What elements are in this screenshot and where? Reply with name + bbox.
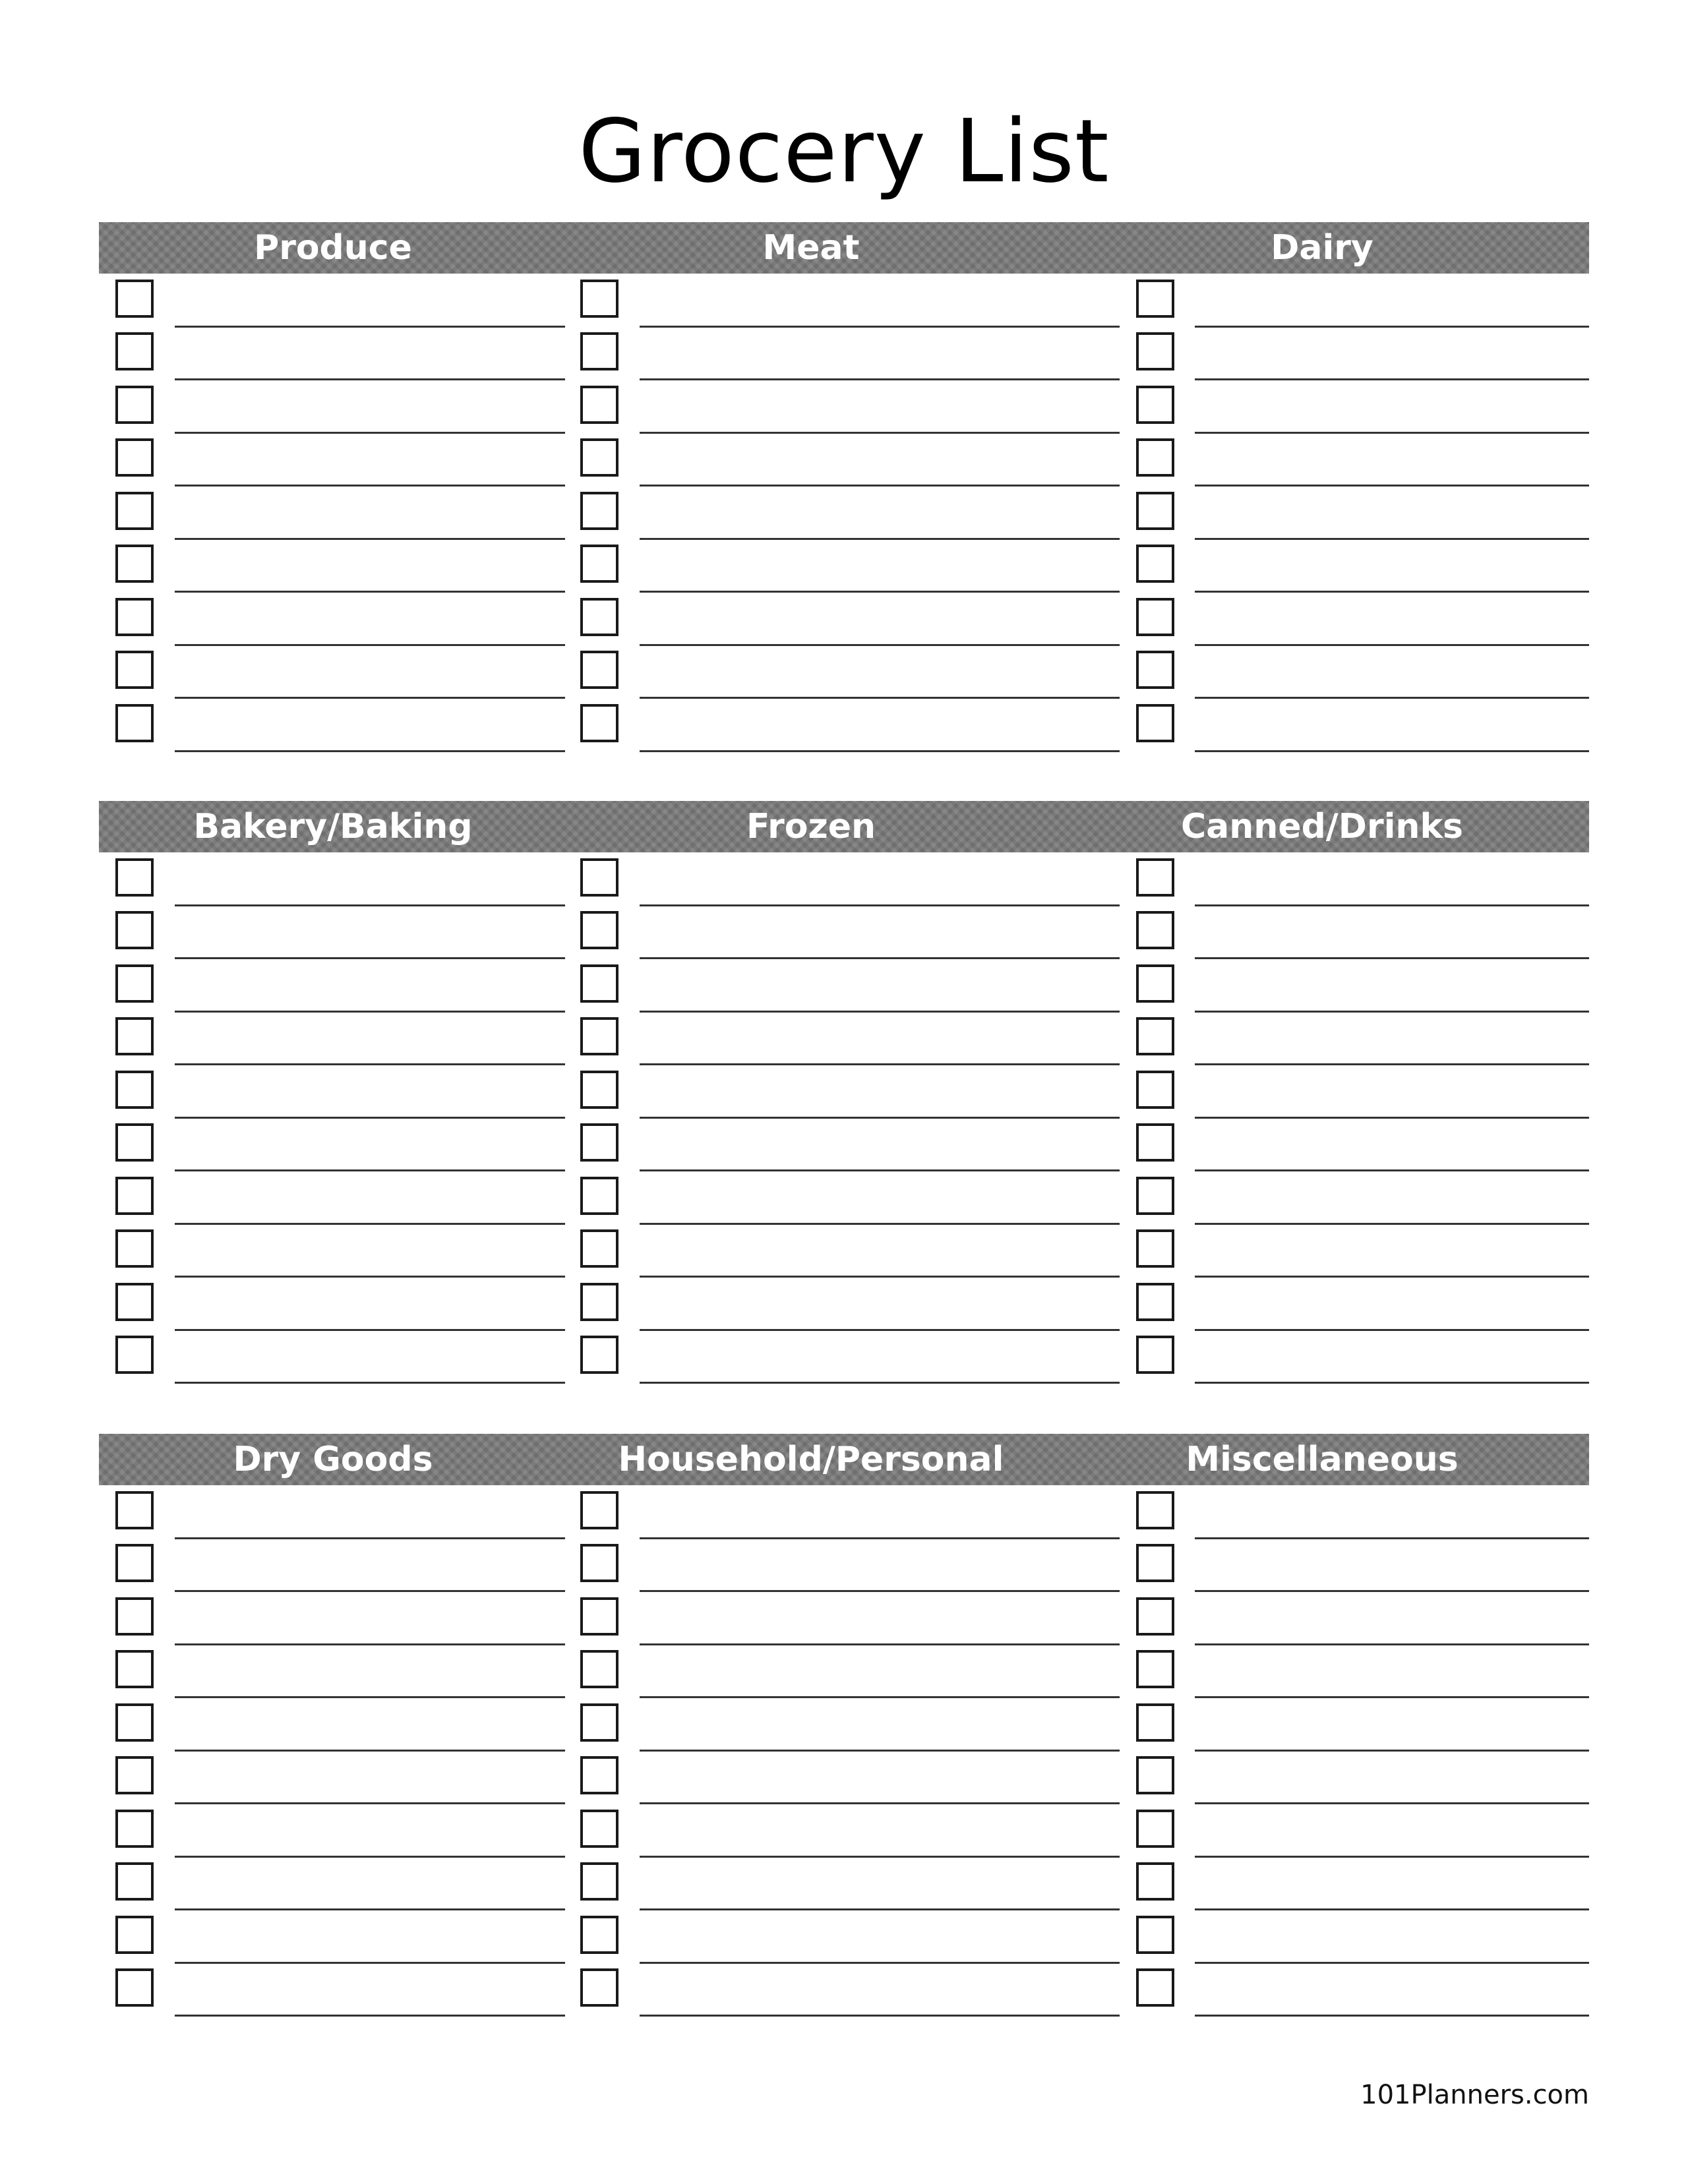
checkbox[interactable]	[1136, 1544, 1174, 1582]
checkbox[interactable]	[1136, 1756, 1174, 1794]
item-write-line[interactable]	[175, 1696, 565, 1698]
checkbox[interactable]	[1136, 1491, 1174, 1529]
checkbox[interactable]	[580, 598, 618, 636]
checkbox[interactable]	[115, 1336, 154, 1374]
checkbox[interactable]	[580, 492, 618, 530]
checkbox[interactable]	[580, 1491, 618, 1529]
item-write-line[interactable]	[1195, 591, 1589, 593]
item-write-line[interactable]	[175, 1382, 565, 1384]
item-write-line[interactable]	[175, 1643, 565, 1645]
item-write-line[interactable]	[175, 538, 565, 540]
item-write-line[interactable]	[175, 1223, 565, 1225]
item-write-line[interactable]	[640, 957, 1120, 959]
item-write-line[interactable]	[640, 1382, 1120, 1384]
item-write-line[interactable]	[175, 1537, 565, 1539]
category-header: Household/Personal	[618, 1440, 1004, 1479]
item-write-line[interactable]	[640, 1908, 1120, 1910]
checkbox[interactable]	[580, 1177, 618, 1215]
checkbox[interactable]	[115, 964, 154, 1003]
item-write-line[interactable]	[175, 1802, 565, 1804]
checkbox[interactable]	[1136, 1177, 1174, 1215]
checkbox[interactable]	[1136, 492, 1174, 530]
checkbox[interactable]	[580, 651, 618, 689]
checkbox[interactable]	[115, 1123, 154, 1162]
item-write-line[interactable]	[175, 1169, 565, 1171]
checkbox[interactable]	[115, 598, 154, 636]
item-write-line[interactable]	[640, 1750, 1120, 1752]
checkbox[interactable]	[580, 1968, 618, 2007]
item-write-line[interactable]	[640, 1537, 1120, 1539]
checkbox[interactable]	[1136, 1862, 1174, 1901]
item-write-line[interactable]	[640, 1590, 1120, 1592]
item-write-line[interactable]	[640, 1169, 1120, 1171]
checkbox[interactable]	[580, 704, 618, 742]
checkbox[interactable]	[1136, 280, 1174, 318]
item-write-line[interactable]	[175, 1590, 565, 1592]
item-write-line[interactable]	[175, 1750, 565, 1752]
category-header: Bakery/Baking	[193, 807, 473, 846]
checkbox[interactable]	[580, 858, 618, 897]
item-write-line[interactable]	[1195, 538, 1589, 540]
item-write-line[interactable]	[640, 1063, 1120, 1065]
item-write-line[interactable]	[1195, 1802, 1589, 1804]
item-write-line[interactable]	[175, 1329, 565, 1331]
category-header: Dry Goods	[233, 1440, 433, 1479]
item-write-line[interactable]	[640, 378, 1120, 380]
checkbox[interactable]	[580, 1650, 618, 1688]
item-write-line[interactable]	[640, 485, 1120, 487]
checkbox[interactable]	[115, 1597, 154, 1636]
item-write-line[interactable]	[640, 1276, 1120, 1278]
item-write-line[interactable]	[1195, 1276, 1589, 1278]
checkbox[interactable]	[115, 1810, 154, 1848]
item-write-line[interactable]	[1195, 697, 1589, 699]
checkbox[interactable]	[115, 1544, 154, 1582]
checkbox[interactable]	[115, 280, 154, 318]
checkbox[interactable]	[1136, 598, 1174, 636]
category-header: Canned/Drinks	[1181, 807, 1463, 846]
checkbox[interactable]	[580, 911, 618, 949]
item-write-line[interactable]	[640, 750, 1120, 752]
category-header: Miscellaneous	[1186, 1440, 1459, 1479]
checkbox[interactable]	[1136, 1916, 1174, 1954]
item-write-line[interactable]	[640, 1329, 1120, 1331]
item-write-line[interactable]	[1195, 1750, 1589, 1752]
item-write-line[interactable]	[640, 2015, 1120, 2017]
checkbox[interactable]	[1136, 1968, 1174, 2007]
item-write-line[interactable]	[1195, 1908, 1589, 1910]
item-write-line[interactable]	[640, 904, 1120, 906]
checkbox[interactable]	[580, 1071, 618, 1109]
item-write-line[interactable]	[1195, 432, 1589, 434]
checkbox[interactable]	[580, 1283, 618, 1321]
checkbox[interactable]	[115, 1229, 154, 1268]
checkbox[interactable]	[580, 1862, 618, 1901]
item-write-line[interactable]	[175, 750, 565, 752]
checkbox[interactable]	[1136, 1071, 1174, 1109]
item-write-line[interactable]	[1195, 750, 1589, 752]
checkbox[interactable]	[1136, 438, 1174, 477]
checkbox[interactable]	[580, 1544, 618, 1582]
item-write-line[interactable]	[1195, 644, 1589, 646]
checkbox[interactable]	[1136, 1810, 1174, 1848]
checkbox[interactable]	[1136, 1597, 1174, 1636]
section-header-bar	[99, 801, 1589, 852]
checkbox[interactable]	[1136, 1017, 1174, 1055]
item-write-line[interactable]	[1195, 378, 1589, 380]
checkbox[interactable]	[115, 1283, 154, 1321]
category-header: Dairy	[1271, 228, 1373, 268]
checkbox[interactable]	[580, 1916, 618, 1954]
checkbox[interactable]	[1136, 545, 1174, 583]
checkbox[interactable]	[580, 545, 618, 583]
checkbox[interactable]	[1136, 1703, 1174, 1742]
item-write-line[interactable]	[1195, 957, 1589, 959]
checkbox[interactable]	[115, 651, 154, 689]
checkbox[interactable]	[1136, 386, 1174, 424]
item-write-line[interactable]	[1195, 485, 1589, 487]
item-write-line[interactable]	[175, 697, 565, 699]
item-write-line[interactable]	[640, 1011, 1120, 1013]
checkbox[interactable]	[115, 386, 154, 424]
checkbox[interactable]	[580, 438, 618, 477]
checkbox[interactable]	[580, 332, 618, 370]
checkbox[interactable]	[115, 858, 154, 897]
checkbox[interactable]	[115, 1071, 154, 1109]
footer-site-name: 101Planners.com	[1360, 2080, 1589, 2110]
checkbox[interactable]	[115, 332, 154, 370]
checkbox[interactable]	[580, 280, 618, 318]
item-write-line[interactable]	[1195, 1169, 1589, 1171]
checkbox[interactable]	[1136, 1283, 1174, 1321]
item-write-line[interactable]	[175, 326, 565, 328]
checkbox[interactable]	[115, 1491, 154, 1529]
item-write-line[interactable]	[1195, 1117, 1589, 1119]
section-header-bar	[99, 1434, 1589, 1485]
item-write-line[interactable]	[175, 1117, 565, 1119]
checkbox[interactable]	[1136, 1123, 1174, 1162]
checkbox[interactable]	[1136, 964, 1174, 1003]
checkbox[interactable]	[580, 1229, 618, 1268]
item-write-line[interactable]	[640, 1802, 1120, 1804]
item-write-line[interactable]	[640, 697, 1120, 699]
checkbox[interactable]	[1136, 1650, 1174, 1688]
checkbox[interactable]	[115, 704, 154, 742]
item-write-line[interactable]	[1195, 1590, 1589, 1592]
category-header: Frozen	[746, 807, 876, 846]
item-write-line[interactable]	[640, 1856, 1120, 1858]
item-write-line[interactable]	[175, 1856, 565, 1858]
item-write-line[interactable]	[640, 1696, 1120, 1698]
checkbox[interactable]	[1136, 332, 1174, 370]
item-write-line[interactable]	[1195, 1329, 1589, 1331]
item-write-line[interactable]	[175, 1063, 565, 1065]
checkbox[interactable]	[580, 964, 618, 1003]
checkbox[interactable]	[115, 545, 154, 583]
item-write-line[interactable]	[1195, 1643, 1589, 1645]
checkbox[interactable]	[580, 1756, 618, 1794]
item-write-line[interactable]	[175, 378, 565, 380]
item-write-line[interactable]	[640, 644, 1120, 646]
checkbox[interactable]	[580, 1336, 618, 1374]
item-write-line[interactable]	[640, 326, 1120, 328]
item-write-line[interactable]	[640, 1117, 1120, 1119]
checkbox[interactable]	[115, 1862, 154, 1901]
item-write-line[interactable]	[1195, 1696, 1589, 1698]
checkbox[interactable]	[115, 492, 154, 530]
item-write-line[interactable]	[1195, 2015, 1589, 2017]
checkbox[interactable]	[1136, 911, 1174, 949]
checkbox[interactable]	[580, 386, 618, 424]
checkbox[interactable]	[115, 1177, 154, 1215]
item-write-line[interactable]	[175, 591, 565, 593]
item-write-line[interactable]	[640, 1223, 1120, 1225]
checkbox[interactable]	[580, 1123, 618, 1162]
checkbox[interactable]	[115, 438, 154, 477]
item-write-line[interactable]	[1195, 1011, 1589, 1013]
checkbox[interactable]	[1136, 858, 1174, 897]
item-write-line[interactable]	[175, 1276, 565, 1278]
checkbox[interactable]	[115, 1650, 154, 1688]
checkbox[interactable]	[580, 1703, 618, 1742]
item-write-line[interactable]	[640, 432, 1120, 434]
item-write-line[interactable]	[1195, 326, 1589, 328]
item-write-line[interactable]	[1195, 904, 1589, 906]
item-write-line[interactable]	[1195, 1962, 1589, 1964]
category-header: Meat	[762, 228, 860, 268]
item-write-line[interactable]	[640, 1643, 1120, 1645]
item-write-line[interactable]	[175, 644, 565, 646]
item-write-line[interactable]	[1195, 1223, 1589, 1225]
item-write-line[interactable]	[640, 1962, 1120, 1964]
item-write-line[interactable]	[1195, 1382, 1589, 1384]
item-write-line[interactable]	[1195, 1537, 1589, 1539]
page-title: Grocery List	[578, 101, 1110, 202]
checkbox[interactable]	[580, 1597, 618, 1636]
item-write-line[interactable]	[175, 1962, 565, 1964]
checkbox[interactable]	[115, 1916, 154, 1954]
item-write-line[interactable]	[175, 2015, 565, 2017]
checkbox[interactable]	[115, 911, 154, 949]
section-header-bar	[99, 222, 1589, 274]
checkbox[interactable]	[115, 1968, 154, 2007]
checkbox[interactable]	[580, 1810, 618, 1848]
checkbox[interactable]	[115, 1756, 154, 1794]
item-write-line[interactable]	[1195, 1063, 1589, 1065]
checkbox[interactable]	[580, 1017, 618, 1055]
checkbox[interactable]	[1136, 651, 1174, 689]
item-write-line[interactable]	[1195, 1856, 1589, 1858]
checkbox[interactable]	[1136, 1336, 1174, 1374]
item-write-line[interactable]	[175, 1011, 565, 1013]
checkbox[interactable]	[115, 1017, 154, 1055]
category-header: Produce	[254, 228, 412, 268]
item-write-line[interactable]	[175, 957, 565, 959]
item-write-line[interactable]	[175, 904, 565, 906]
item-write-line[interactable]	[640, 591, 1120, 593]
checkbox[interactable]	[1136, 704, 1174, 742]
item-write-line[interactable]	[175, 1908, 565, 1910]
checkbox[interactable]	[115, 1703, 154, 1742]
item-write-line[interactable]	[175, 485, 565, 487]
checkbox[interactable]	[1136, 1229, 1174, 1268]
item-write-line[interactable]	[640, 538, 1120, 540]
item-write-line[interactable]	[175, 432, 565, 434]
